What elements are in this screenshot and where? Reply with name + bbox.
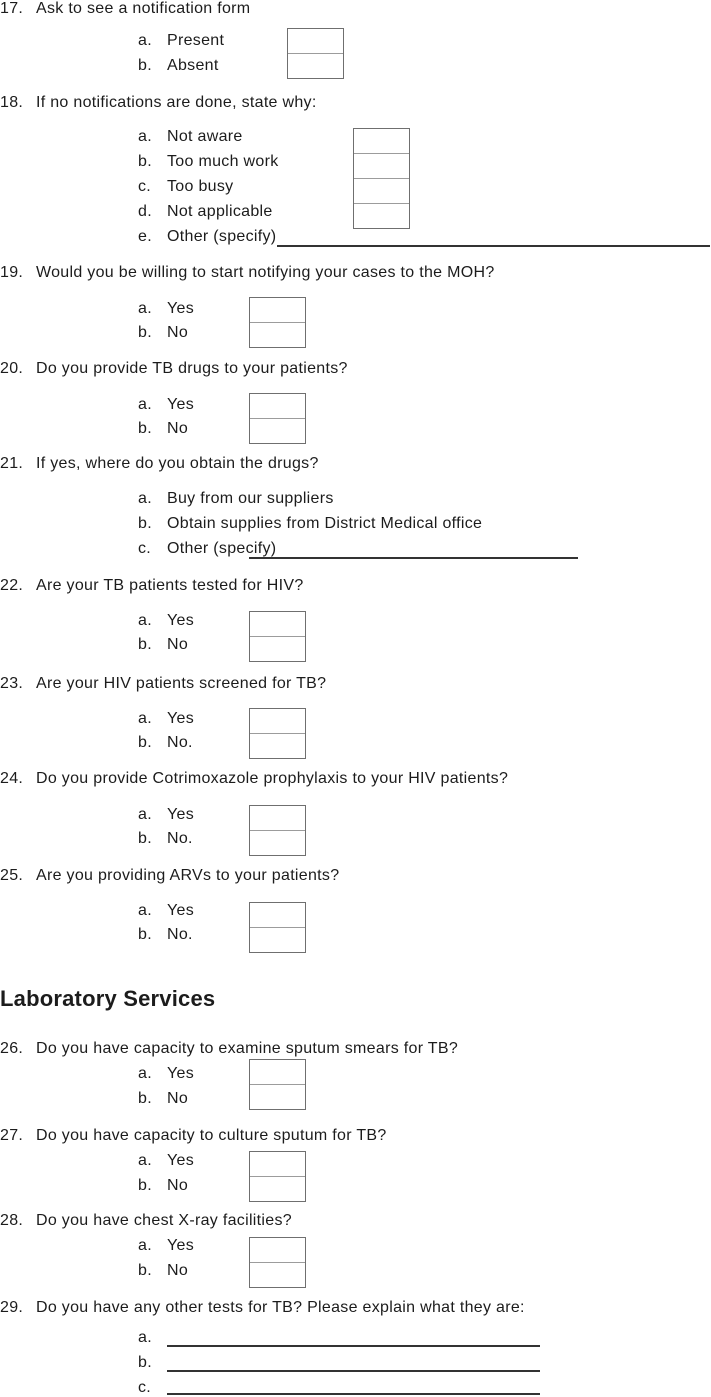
question-29-option-a xyxy=(138,1329,167,1347)
option-letter: a. xyxy=(138,1329,152,1346)
question-22-option-b xyxy=(138,636,188,654)
option-label: No. xyxy=(167,734,193,751)
question-text: Are you providing ARVs to your patients? xyxy=(36,867,340,884)
question-17-option-a xyxy=(138,32,224,50)
option-label: No xyxy=(167,324,189,341)
option-label: No xyxy=(167,1177,189,1194)
question-29-title xyxy=(0,1299,525,1317)
answer-box-no[interactable] xyxy=(250,1262,305,1287)
option-letter: e. xyxy=(138,228,152,245)
option-label: No xyxy=(167,1090,189,1107)
option-letter: b. xyxy=(138,636,152,653)
option-letter: a. xyxy=(138,1237,152,1254)
answer-box-not-aware[interactable] xyxy=(354,129,409,153)
option-label: No xyxy=(167,420,189,437)
question-text: Ask to see a notification form xyxy=(36,0,251,17)
question-text: Do you have capacity to examine sputum smears for TB? xyxy=(36,1040,459,1057)
question-text: If no notifications are done, state why: xyxy=(36,94,317,111)
answer-box-no[interactable] xyxy=(250,1176,305,1201)
option-label: Yes xyxy=(167,902,195,919)
question-23-option-a xyxy=(138,710,194,728)
question-24-option-b xyxy=(138,830,193,848)
option-letter: c. xyxy=(138,178,152,195)
answer-box-yes[interactable] xyxy=(250,1060,305,1084)
option-letter: b. xyxy=(138,153,152,170)
question-21-option-c xyxy=(138,540,276,558)
question-text: Do you provide Cotrimoxazole prophylaxis to your HIV patients? xyxy=(36,770,509,787)
question-28-option-a xyxy=(138,1237,194,1255)
question-number: 28. xyxy=(0,1212,24,1229)
option-label: Other (specify) xyxy=(167,540,277,557)
question-number: 20. xyxy=(0,360,24,377)
question-23-option-b xyxy=(138,734,193,752)
option-letter: a. xyxy=(138,710,152,727)
answer-box-no[interactable] xyxy=(250,322,305,347)
option-letter: a. xyxy=(138,396,152,413)
answer-box-yes[interactable] xyxy=(250,394,305,418)
question-26-title xyxy=(0,1040,458,1058)
option-label: Not aware xyxy=(167,128,243,145)
question-22-option-a xyxy=(138,612,194,630)
question-number: 24. xyxy=(0,770,24,787)
option-letter: b. xyxy=(138,420,152,437)
question-26-answer-boxes[interactable] xyxy=(249,1059,306,1110)
answer-box-not-applicable[interactable] xyxy=(354,203,409,228)
question-18-answer-boxes[interactable] xyxy=(353,128,410,229)
option-letter: a. xyxy=(138,1152,152,1169)
option-label: No. xyxy=(167,830,193,847)
question-18-option-a xyxy=(138,128,243,146)
question-number: 18. xyxy=(0,94,24,111)
option-letter: a. xyxy=(138,1065,152,1082)
question-number: 19. xyxy=(0,264,24,281)
question-19-option-a xyxy=(138,300,194,318)
option-label: Yes xyxy=(167,710,195,727)
question-29-option-b xyxy=(138,1354,167,1372)
answer-box-no[interactable] xyxy=(250,927,305,952)
answer-box-present[interactable] xyxy=(288,29,343,53)
answer-box-yes[interactable] xyxy=(250,1238,305,1262)
question-28-option-b xyxy=(138,1262,188,1280)
option-label: No xyxy=(167,1262,189,1279)
question-number: 26. xyxy=(0,1040,24,1057)
question-29-option-c xyxy=(138,1379,167,1397)
option-label: Not applicable xyxy=(167,203,273,220)
question-21-other-specify-blank[interactable] xyxy=(249,557,578,559)
question-text: Do you have any other tests for TB? Please explain what they are: xyxy=(36,1299,525,1316)
answer-box-yes[interactable] xyxy=(250,903,305,927)
answer-box-absent[interactable] xyxy=(288,53,343,78)
question-23-title xyxy=(0,675,326,693)
question-number: 17. xyxy=(0,0,24,17)
answer-box-no[interactable] xyxy=(250,636,305,661)
question-25-answer-boxes[interactable] xyxy=(249,902,306,953)
answer-box-too-much-work[interactable] xyxy=(354,153,409,178)
question-text: Do you provide TB drugs to your patients? xyxy=(36,360,348,377)
question-18-option-e xyxy=(138,228,276,246)
option-label: Other (specify) xyxy=(167,228,277,245)
question-21-option-a xyxy=(138,490,334,508)
question-20-option-a xyxy=(138,396,194,414)
option-letter: b. xyxy=(138,830,152,847)
question-19-option-b xyxy=(138,324,188,342)
question-27-option-b xyxy=(138,1177,188,1195)
option-label: Obtain supplies from District Medical office xyxy=(167,515,483,532)
question-18-option-b xyxy=(138,153,279,171)
question-25-title xyxy=(0,867,339,885)
option-letter: a. xyxy=(138,490,152,507)
question-29-blank-a[interactable] xyxy=(167,1345,540,1347)
option-letter: b. xyxy=(138,324,152,341)
question-25-option-a xyxy=(138,902,194,920)
question-26-option-a xyxy=(138,1065,194,1083)
question-21-option-b xyxy=(138,515,482,533)
option-letter: b. xyxy=(138,734,152,751)
option-letter: a. xyxy=(138,902,152,919)
option-label: Yes xyxy=(167,1237,195,1254)
question-19-title xyxy=(0,264,495,282)
option-label: Yes xyxy=(167,300,195,317)
option-label: Yes xyxy=(167,396,195,413)
option-label: Buy from our suppliers xyxy=(167,490,334,507)
question-18-title xyxy=(0,94,317,112)
section-heading: Laboratory Services xyxy=(0,986,216,1011)
question-23-answer-boxes[interactable] xyxy=(249,708,306,759)
option-label: Yes xyxy=(167,1065,195,1082)
answer-box-yes[interactable] xyxy=(250,612,305,636)
answer-box-yes[interactable] xyxy=(250,1152,305,1176)
question-22-answer-boxes[interactable] xyxy=(249,611,306,662)
question-number: 21. xyxy=(0,455,24,472)
question-24-title xyxy=(0,770,508,788)
answer-box-no[interactable] xyxy=(250,1084,305,1109)
question-18-option-d xyxy=(138,203,273,221)
option-letter: b. xyxy=(138,1262,152,1279)
question-17-answer-boxes[interactable] xyxy=(287,28,344,79)
option-label: Yes xyxy=(167,806,195,823)
question-17-option-b xyxy=(138,57,219,75)
answer-box-no[interactable] xyxy=(250,418,305,443)
question-number: 22. xyxy=(0,577,24,594)
question-27-option-a xyxy=(138,1152,194,1170)
option-label: No. xyxy=(167,926,193,943)
option-label: Too much work xyxy=(167,153,279,170)
question-24-answer-boxes[interactable] xyxy=(249,805,306,856)
option-label: Present xyxy=(167,32,225,49)
question-number: 27. xyxy=(0,1127,24,1144)
question-number: 23. xyxy=(0,675,24,692)
question-26-option-b xyxy=(138,1090,188,1108)
question-18-option-c xyxy=(138,178,233,196)
question-20-option-b xyxy=(138,420,188,438)
question-29-blank-c[interactable] xyxy=(167,1393,540,1395)
question-19-answer-boxes[interactable] xyxy=(249,297,306,348)
question-27-answer-boxes[interactable] xyxy=(249,1151,306,1202)
answer-box-yes[interactable] xyxy=(250,806,305,830)
question-20-answer-boxes[interactable] xyxy=(249,393,306,444)
question-text: Do you have chest X-ray facilities? xyxy=(36,1212,292,1229)
option-letter: b. xyxy=(138,57,152,74)
option-letter: a. xyxy=(138,300,152,317)
option-letter: b. xyxy=(138,1090,152,1107)
option-label: Yes xyxy=(167,612,195,629)
question-text: Are your TB patients tested for HIV? xyxy=(36,577,304,594)
question-20-title xyxy=(0,360,348,378)
option-letter: b. xyxy=(138,1177,152,1194)
option-label: No xyxy=(167,636,189,653)
option-letter: d. xyxy=(138,203,152,220)
option-letter: b. xyxy=(138,515,152,532)
option-letter: a. xyxy=(138,806,152,823)
option-letter: a. xyxy=(138,32,152,49)
option-letter: a. xyxy=(138,128,152,145)
question-18-other-specify-blank[interactable] xyxy=(277,245,710,247)
question-22-title xyxy=(0,577,304,595)
question-17-title xyxy=(0,0,250,18)
answer-box-no[interactable] xyxy=(250,733,305,758)
answer-box-yes[interactable] xyxy=(250,298,305,322)
question-text: Would you be willing to start notifying your cases to the MOH? xyxy=(36,264,495,281)
answer-box-too-busy[interactable] xyxy=(354,178,409,203)
option-letter: c. xyxy=(138,540,152,557)
question-21-title xyxy=(0,455,319,473)
option-letter: b. xyxy=(138,1354,152,1371)
option-letter: c. xyxy=(138,1379,152,1396)
option-label: Yes xyxy=(167,1152,195,1169)
option-label: Too busy xyxy=(167,178,234,195)
question-28-title xyxy=(0,1212,292,1230)
question-25-option-b xyxy=(138,926,193,944)
question-29-blank-b[interactable] xyxy=(167,1370,540,1372)
option-letter: a. xyxy=(138,612,152,629)
answer-box-yes[interactable] xyxy=(250,709,305,733)
question-28-answer-boxes[interactable] xyxy=(249,1237,306,1288)
option-letter: b. xyxy=(138,926,152,943)
option-label: Absent xyxy=(167,57,219,74)
question-text: Are your HIV patients screened for TB? xyxy=(36,675,327,692)
question-number: 29. xyxy=(0,1299,24,1316)
answer-box-no[interactable] xyxy=(250,830,305,855)
question-24-option-a xyxy=(138,806,194,824)
question-number: 25. xyxy=(0,867,24,884)
question-27-title xyxy=(0,1127,387,1145)
question-text: Do you have capacity to culture sputum for TB? xyxy=(36,1127,387,1144)
question-text: If yes, where do you obtain the drugs? xyxy=(36,455,319,472)
